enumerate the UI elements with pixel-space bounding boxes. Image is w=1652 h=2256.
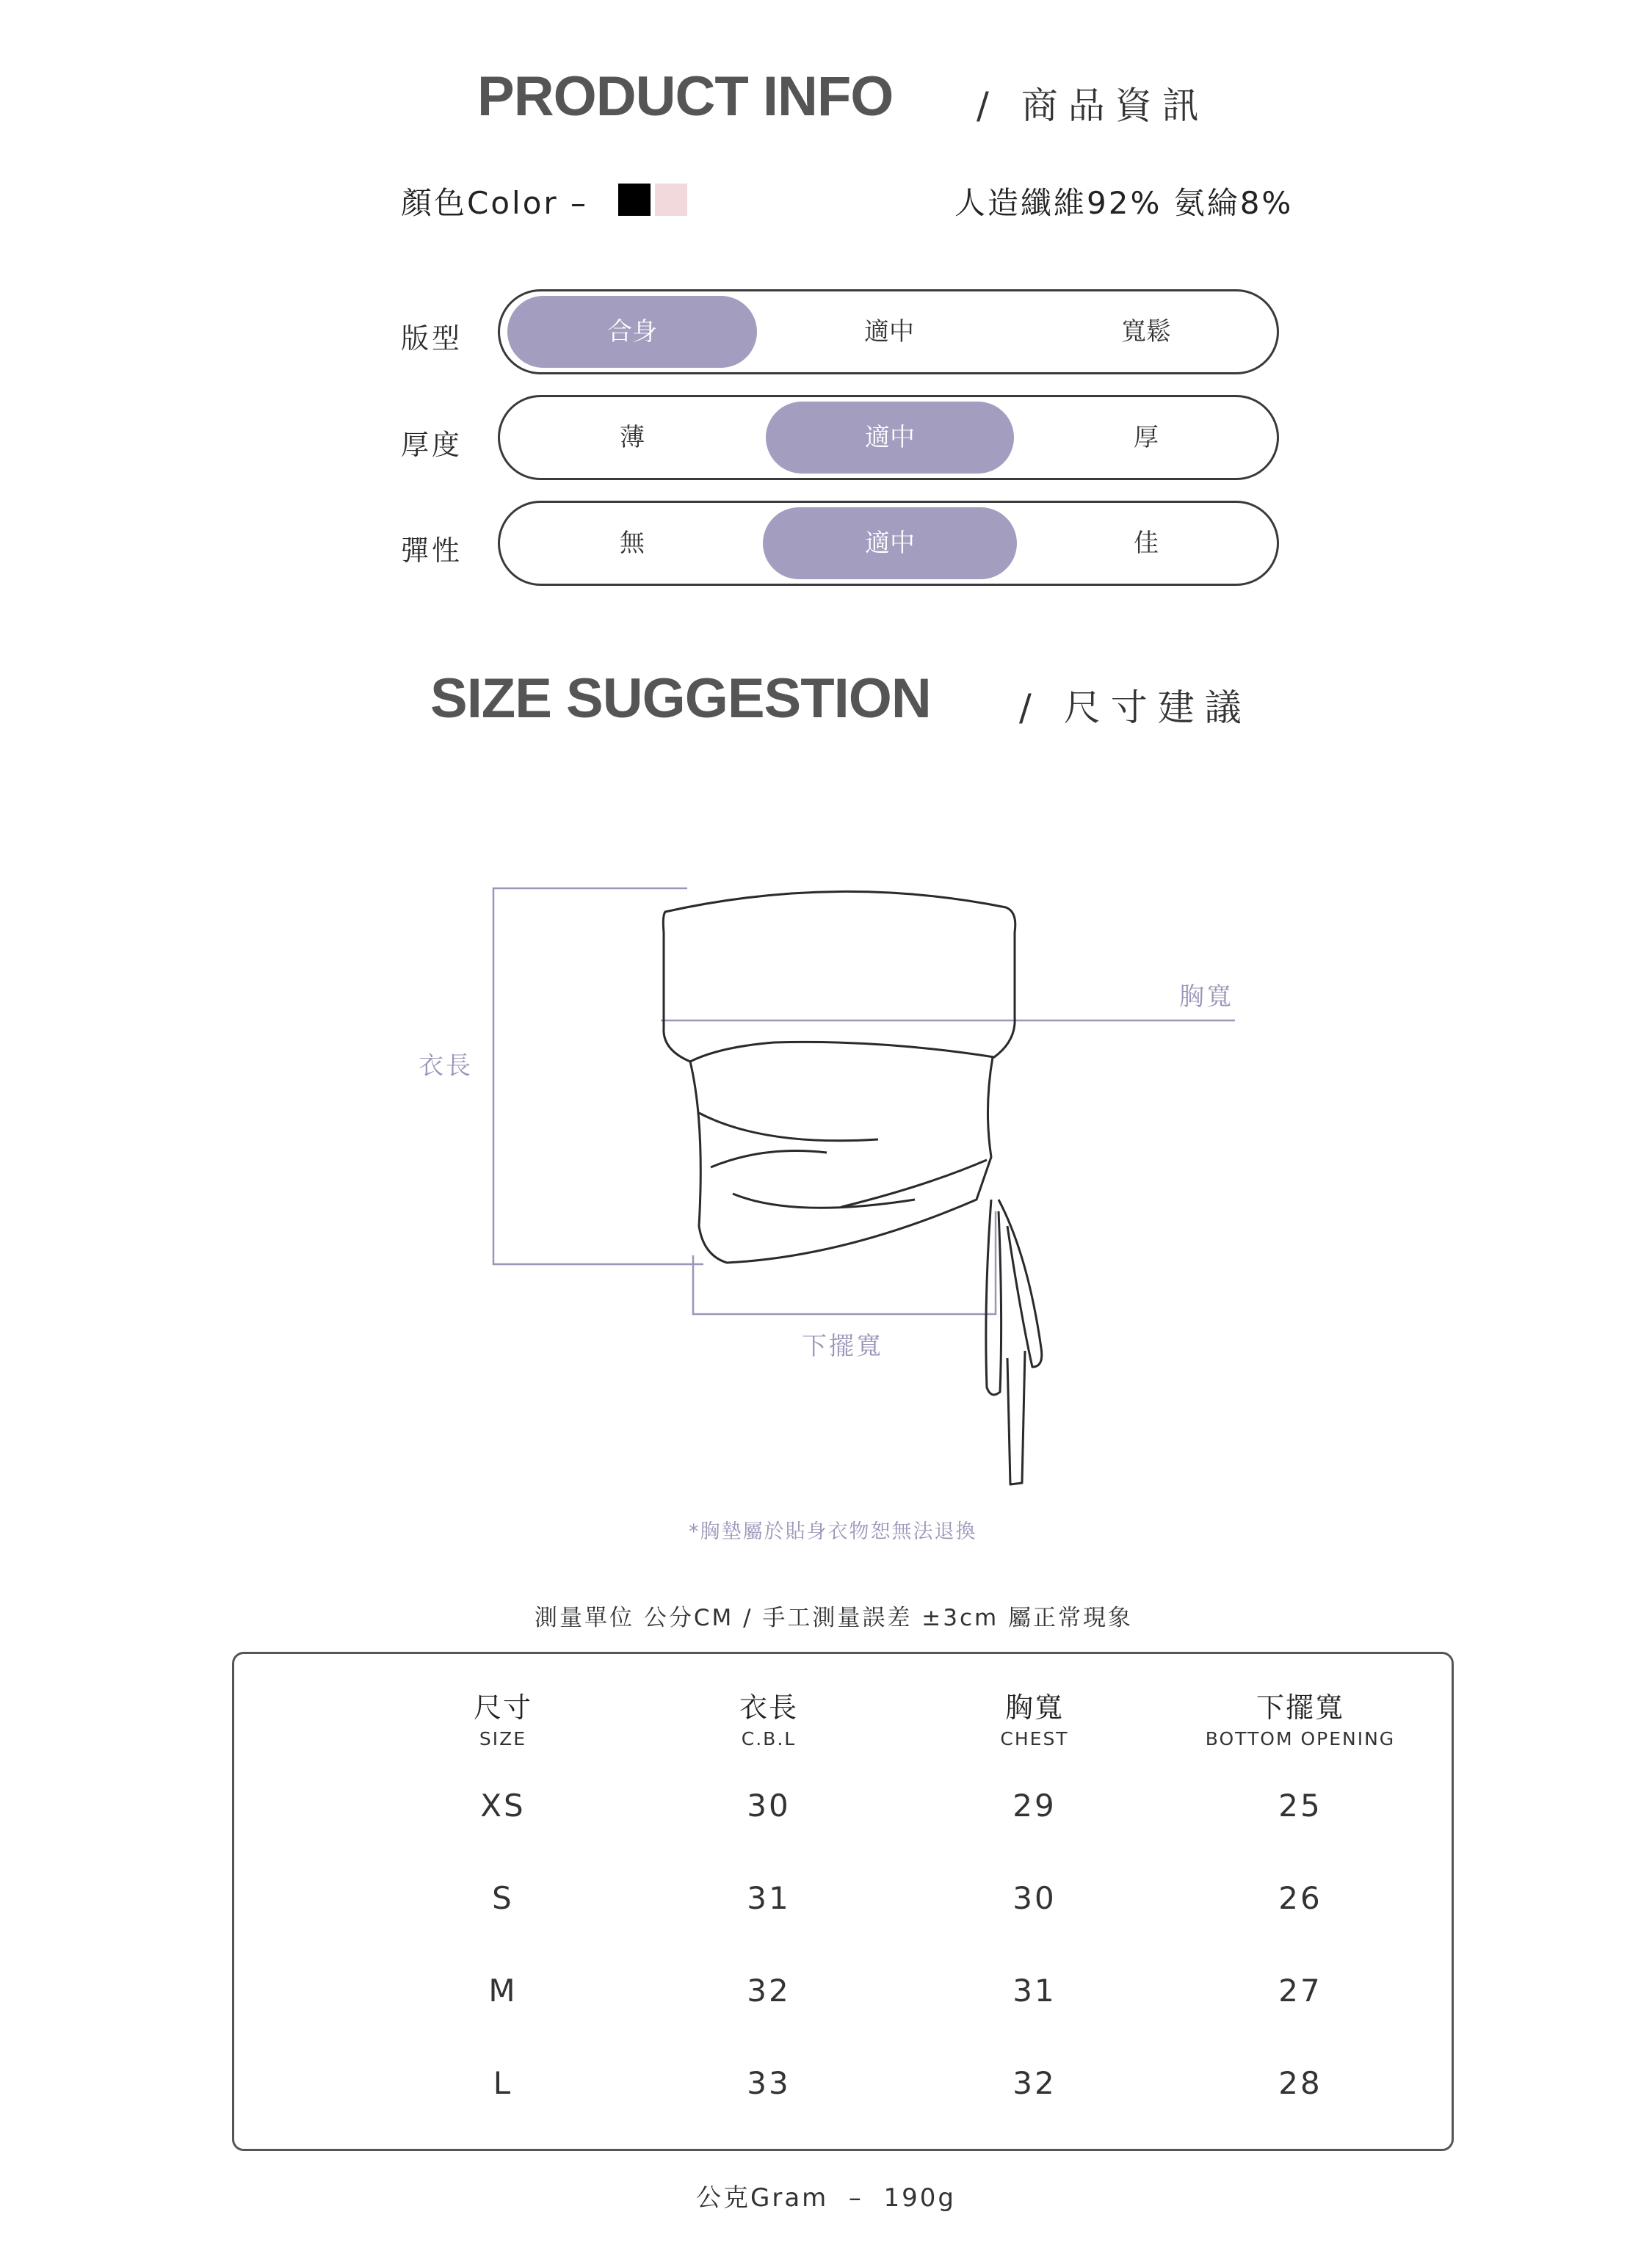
- length-measure-line: [493, 888, 703, 1264]
- elasticity-option-3: 佳: [1134, 529, 1159, 558]
- fit-option-2: 適中: [864, 317, 914, 347]
- table-cell: 31: [1012, 1973, 1057, 2009]
- table-cell: 32: [747, 1973, 791, 2009]
- fit-label: 版型: [401, 322, 463, 355]
- elasticity-label: 彈性: [401, 534, 463, 567]
- table-cell: L: [493, 2065, 513, 2101]
- table-cell: 26: [1278, 1880, 1322, 1916]
- table-cell: S: [492, 1880, 514, 1916]
- header-size: 尺寸 SIZE: [473, 1691, 532, 1749]
- chest-label: 胸寬: [1179, 982, 1233, 1012]
- table-cell: 29: [1012, 1788, 1057, 1824]
- table-cell: 27: [1278, 1973, 1322, 2009]
- color-swatch-black: [618, 184, 651, 216]
- table-cell: 28: [1278, 2065, 1322, 2101]
- hem-label: 下擺寬: [802, 1332, 883, 1361]
- thickness-label: 厚度: [401, 429, 463, 461]
- fit-scale: [498, 289, 1279, 374]
- table-cell: 30: [747, 1788, 791, 1824]
- fit-option-1: 合身: [507, 296, 757, 368]
- table-cell: 31: [747, 1880, 791, 1916]
- length-label: 衣長: [419, 1051, 473, 1081]
- measurement-note: 測量單位 公分CM / 手工測量誤差 ±3cm 屬正常現象: [535, 1605, 1134, 1631]
- top-outline: [663, 891, 1041, 1484]
- thickness-option-2: 適中: [766, 402, 1014, 474]
- size-suggestion-title: SIZE SUGGESTION: [430, 667, 931, 730]
- product-info-subtitle: / 商品資訊: [977, 84, 1209, 127]
- size-table: [232, 1652, 1454, 2151]
- elasticity-scale: [498, 501, 1279, 586]
- table-cell: 32: [1012, 2065, 1057, 2101]
- table-cell: 30: [1012, 1880, 1057, 1916]
- return-note: *胸墊屬於貼身衣物恕無法退換: [689, 1520, 977, 1543]
- weight-text: 公克Gram – 190g: [696, 2183, 956, 2213]
- color-label: 顏色Color –: [401, 185, 589, 221]
- header-bottom-opening: 下擺寬 BOTTOM OPENING: [1205, 1691, 1396, 1749]
- thickness-scale: [498, 395, 1279, 480]
- elasticity-option-2: 適中: [763, 507, 1017, 579]
- garment-diagram: [0, 844, 1652, 1505]
- thickness-option-3: 厚: [1134, 423, 1159, 452]
- thickness-option-1: 薄: [620, 423, 645, 452]
- table-cell: 33: [747, 2065, 791, 2101]
- fit-option-3: 寬鬆: [1121, 317, 1171, 347]
- color-swatch-pink: [655, 184, 687, 216]
- table-cell: XS: [480, 1788, 526, 1824]
- header-length: 衣長 C.B.L: [739, 1691, 798, 1749]
- elasticity-option-1: 無: [620, 529, 645, 558]
- size-suggestion-subtitle: / 尺寸建議: [1019, 686, 1252, 729]
- product-info-title: PRODUCT INFO: [477, 65, 894, 128]
- table-cell: 25: [1278, 1788, 1322, 1824]
- table-cell: M: [488, 1973, 518, 2009]
- header-chest: 胸寬 CHEST: [1000, 1691, 1069, 1749]
- material-text: 人造纖維92% 氨綸8%: [954, 185, 1294, 221]
